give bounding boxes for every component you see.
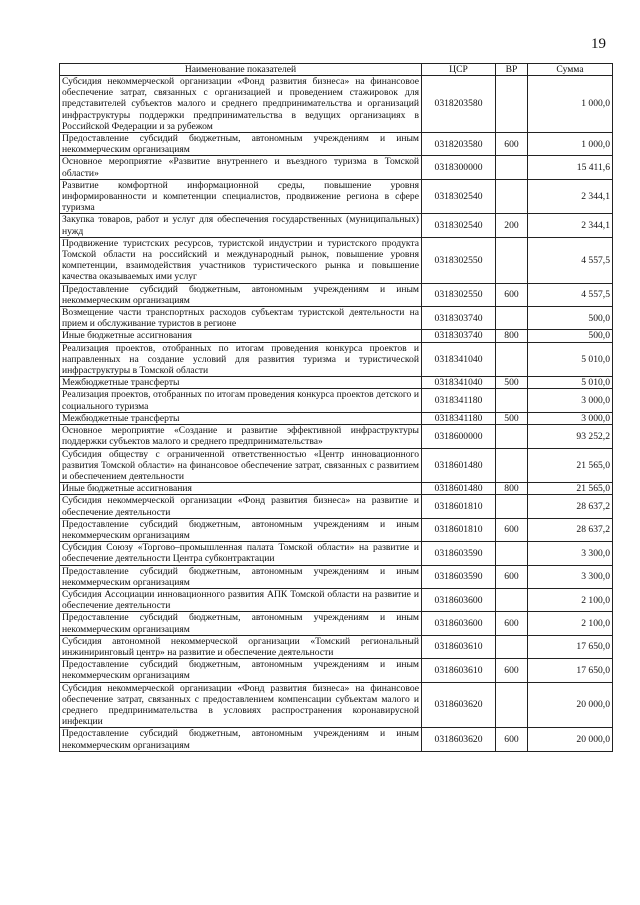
cell-sum: 2 100,0	[528, 588, 613, 611]
cell-csr: 0318603600	[422, 588, 496, 611]
cell-sum: 5 010,0	[528, 342, 613, 377]
cell-name: Предоставление субсидий бюджетным, автономным учреждениям и иным некоммерческим организациям	[60, 133, 422, 156]
cell-vr: 600	[496, 133, 528, 156]
table-row	[60, 214, 613, 237]
cell-name: Реализация проектов, отобранных по итогам проведения конкурса проектов и направленных на создание условий для развития туризма и туристической инфраструктуры в Томской области	[60, 342, 422, 377]
cell-name: Предоставление субсидий бюджетным, автономным учреждениям и иным некоммерческим организациям	[60, 659, 422, 682]
cell-csr: 0318603620	[422, 682, 496, 728]
cell-name: Субсидия автономной некоммерческой организации «Томский региональный инжиниринговый центр» на развитие и обеспечение деятельности	[60, 635, 422, 658]
cell-vr	[496, 495, 528, 518]
cell-name: Возмещение части транспортных расходов субъектам туристской деятельности на прием и обслуживание туристов в регионе	[60, 307, 422, 330]
header-sum: Сумма	[528, 64, 613, 76]
cell-csr: 0318341180	[422, 389, 496, 412]
table-row	[60, 156, 613, 179]
cell-csr: 0318600000	[422, 425, 496, 448]
cell-csr: 0318601480	[422, 483, 496, 495]
cell-csr: 0318603610	[422, 635, 496, 658]
cell-sum: 500,0	[528, 307, 613, 330]
table-row	[60, 133, 613, 156]
cell-name: Развитие комфортной информационной среды, повышение уровня информированности и компетенции специалистов, продвижение региона в сфере туризма	[60, 179, 422, 214]
cell-csr: 0318341040	[422, 377, 496, 389]
cell-vr	[496, 542, 528, 565]
cell-name: Предоставление субсидий бюджетным, автономным учреждениям и иным некоммерческим организациям	[60, 283, 422, 306]
cell-name: Иные бюджетные ассигнования	[60, 483, 422, 495]
table-row	[60, 412, 613, 424]
cell-csr: 0318601810	[422, 518, 496, 541]
cell-sum: 3 000,0	[528, 412, 613, 424]
cell-vr: 600	[496, 728, 528, 751]
cell-vr	[496, 389, 528, 412]
cell-sum: 3 300,0	[528, 565, 613, 588]
header-csr: ЦСР	[422, 64, 496, 76]
cell-name: Предоставление субсидий бюджетным, автономным учреждениям и иным некоммерческим организациям	[60, 612, 422, 635]
cell-csr: 0318302540	[422, 214, 496, 237]
table-row	[60, 588, 613, 611]
cell-sum: 2 100,0	[528, 612, 613, 635]
cell-csr: 0318303740	[422, 330, 496, 342]
table-row	[60, 448, 613, 483]
cell-vr: 500	[496, 412, 528, 424]
header-vr: ВР	[496, 64, 528, 76]
cell-vr: 500	[496, 377, 528, 389]
cell-vr: 200	[496, 214, 528, 237]
cell-name: Иные бюджетные ассигнования	[60, 330, 422, 342]
cell-vr	[496, 448, 528, 483]
table-row	[60, 377, 613, 389]
cell-sum: 5 010,0	[528, 377, 613, 389]
cell-sum: 4 557,5	[528, 237, 613, 283]
cell-vr	[496, 425, 528, 448]
cell-vr	[496, 237, 528, 283]
cell-name: Субсидия некоммерческой организации «Фонд развития бизнеса» на финансовое обеспечение затрат, связанных с предоставлением компенсации субъектам малого и среднего предпринимательства в условиях распространения коронавирусной инфекции	[60, 682, 422, 728]
cell-name: Субсидия некоммерческой организации «Фонд развития бизнеса» на развитие и обеспечение деятельности	[60, 495, 422, 518]
cell-vr	[496, 682, 528, 728]
cell-csr: 0318203580	[422, 133, 496, 156]
table-header-row	[60, 64, 613, 76]
cell-csr: 0318302550	[422, 237, 496, 283]
cell-sum: 17 650,0	[528, 635, 613, 658]
table-row	[60, 237, 613, 283]
cell-csr: 0318603590	[422, 542, 496, 565]
cell-sum: 1 000,0	[528, 133, 613, 156]
table-row	[60, 483, 613, 495]
cell-name: Субсидия Ассоциации инновационного развития АПК Томской области на развитие и обеспечение деятельности	[60, 588, 422, 611]
cell-vr: 600	[496, 518, 528, 541]
cell-sum: 3 000,0	[528, 389, 613, 412]
cell-csr: 0318203580	[422, 76, 496, 133]
budget-table	[59, 63, 613, 752]
cell-name: Субсидия Союзу «Торгово–промышленная палата Томской области» на развитие и обеспечение деятельности Центра субконтрактации	[60, 542, 422, 565]
cell-name: Реализация проектов, отобранных по итогам проведения конкурса проектов детского и социального туризма	[60, 389, 422, 412]
cell-sum: 28 637,2	[528, 518, 613, 541]
cell-vr: 600	[496, 283, 528, 306]
cell-sum: 2 344,1	[528, 214, 613, 237]
cell-vr: 600	[496, 612, 528, 635]
cell-csr: 0318341180	[422, 412, 496, 424]
cell-vr	[496, 76, 528, 133]
table-row	[60, 659, 613, 682]
cell-csr: 0318601480	[422, 448, 496, 483]
cell-vr	[496, 635, 528, 658]
cell-csr: 0318603600	[422, 612, 496, 635]
cell-name: Субсидия некоммерческой организации «Фонд развития бизнеса» на финансовое обеспечение затрат, связанных с организацией и проведением стажировок для представителей субъектов малого и среднего предпринимательства и организаций инфраструктуры поддержки предпринимательства в ведущих организациях в Российской Федерации и за рубежом	[60, 76, 422, 133]
cell-csr: 0318341040	[422, 342, 496, 377]
table-row	[60, 307, 613, 330]
cell-name: Субсидия обществу с ограниченной ответственностью «Центр инновационного развития Томской области» на финансовое обеспечение затрат, связанных с развитием и обеспечением деятельности	[60, 448, 422, 483]
cell-sum: 21 565,0	[528, 448, 613, 483]
cell-csr: 0318603610	[422, 659, 496, 682]
table-row	[60, 542, 613, 565]
cell-sum: 1 000,0	[528, 76, 613, 133]
header-name: Наименование показателей	[60, 64, 422, 76]
cell-sum: 4 557,5	[528, 283, 613, 306]
cell-csr: 0318603590	[422, 565, 496, 588]
table-row	[60, 635, 613, 658]
cell-csr: 0318601810	[422, 495, 496, 518]
cell-name: Продвижение туристских ресурсов, туристской индустрии и туристского продукта Томской области на российский и международный рынок, повышение уровня компетенции, взаимодействия участников туристического рынка и повышение качества оказываемых ими услуг	[60, 237, 422, 283]
table-row	[60, 612, 613, 635]
cell-name: Предоставление субсидий бюджетным, автономным учреждениям и иным некоммерческим организациям	[60, 728, 422, 751]
cell-vr: 600	[496, 659, 528, 682]
cell-vr: 800	[496, 483, 528, 495]
cell-name: Основное мероприятие «Создание и развитие эффективной инфраструктуры поддержки субъектов малого и среднего предпринимательства»	[60, 425, 422, 448]
cell-sum: 15 411,6	[528, 156, 613, 179]
cell-name: Межбюджетные трансферты	[60, 377, 422, 389]
table-row	[60, 518, 613, 541]
cell-vr	[496, 307, 528, 330]
cell-name: Закупка товаров, работ и услуг для обеспечения государственных (муниципальных) нужд	[60, 214, 422, 237]
cell-csr: 0318302550	[422, 283, 496, 306]
table-row	[60, 342, 613, 377]
cell-sum: 28 637,2	[528, 495, 613, 518]
cell-vr	[496, 342, 528, 377]
table-row	[60, 495, 613, 518]
cell-sum: 93 252,2	[528, 425, 613, 448]
cell-name: Предоставление субсидий бюджетным, автономным учреждениям и иным некоммерческим организациям	[60, 565, 422, 588]
cell-csr: 0318302540	[422, 179, 496, 214]
page-number: 19	[591, 36, 606, 52]
cell-sum: 21 565,0	[528, 483, 613, 495]
table-row	[60, 76, 613, 133]
cell-sum: 3 300,0	[528, 542, 613, 565]
cell-sum: 20 000,0	[528, 728, 613, 751]
table-row	[60, 389, 613, 412]
table-row	[60, 682, 613, 728]
cell-name: Основное мероприятие «Развитие внутреннего и въездного туризма в Томской области»	[60, 156, 422, 179]
cell-name: Межбюджетные трансферты	[60, 412, 422, 424]
table-row	[60, 565, 613, 588]
table-row	[60, 179, 613, 214]
table-row	[60, 425, 613, 448]
cell-vr: 800	[496, 330, 528, 342]
cell-vr	[496, 179, 528, 214]
table-row	[60, 728, 613, 751]
cell-sum: 500,0	[528, 330, 613, 342]
cell-name: Предоставление субсидий бюджетным, автономным учреждениям и иным некоммерческим организациям	[60, 518, 422, 541]
cell-csr: 0318303740	[422, 307, 496, 330]
cell-csr: 0318300000	[422, 156, 496, 179]
cell-sum: 17 650,0	[528, 659, 613, 682]
table-row	[60, 283, 613, 306]
cell-vr	[496, 588, 528, 611]
cell-vr	[496, 156, 528, 179]
cell-sum: 20 000,0	[528, 682, 613, 728]
table-row	[60, 330, 613, 342]
cell-sum: 2 344,1	[528, 179, 613, 214]
cell-csr: 0318603620	[422, 728, 496, 751]
cell-vr: 600	[496, 565, 528, 588]
